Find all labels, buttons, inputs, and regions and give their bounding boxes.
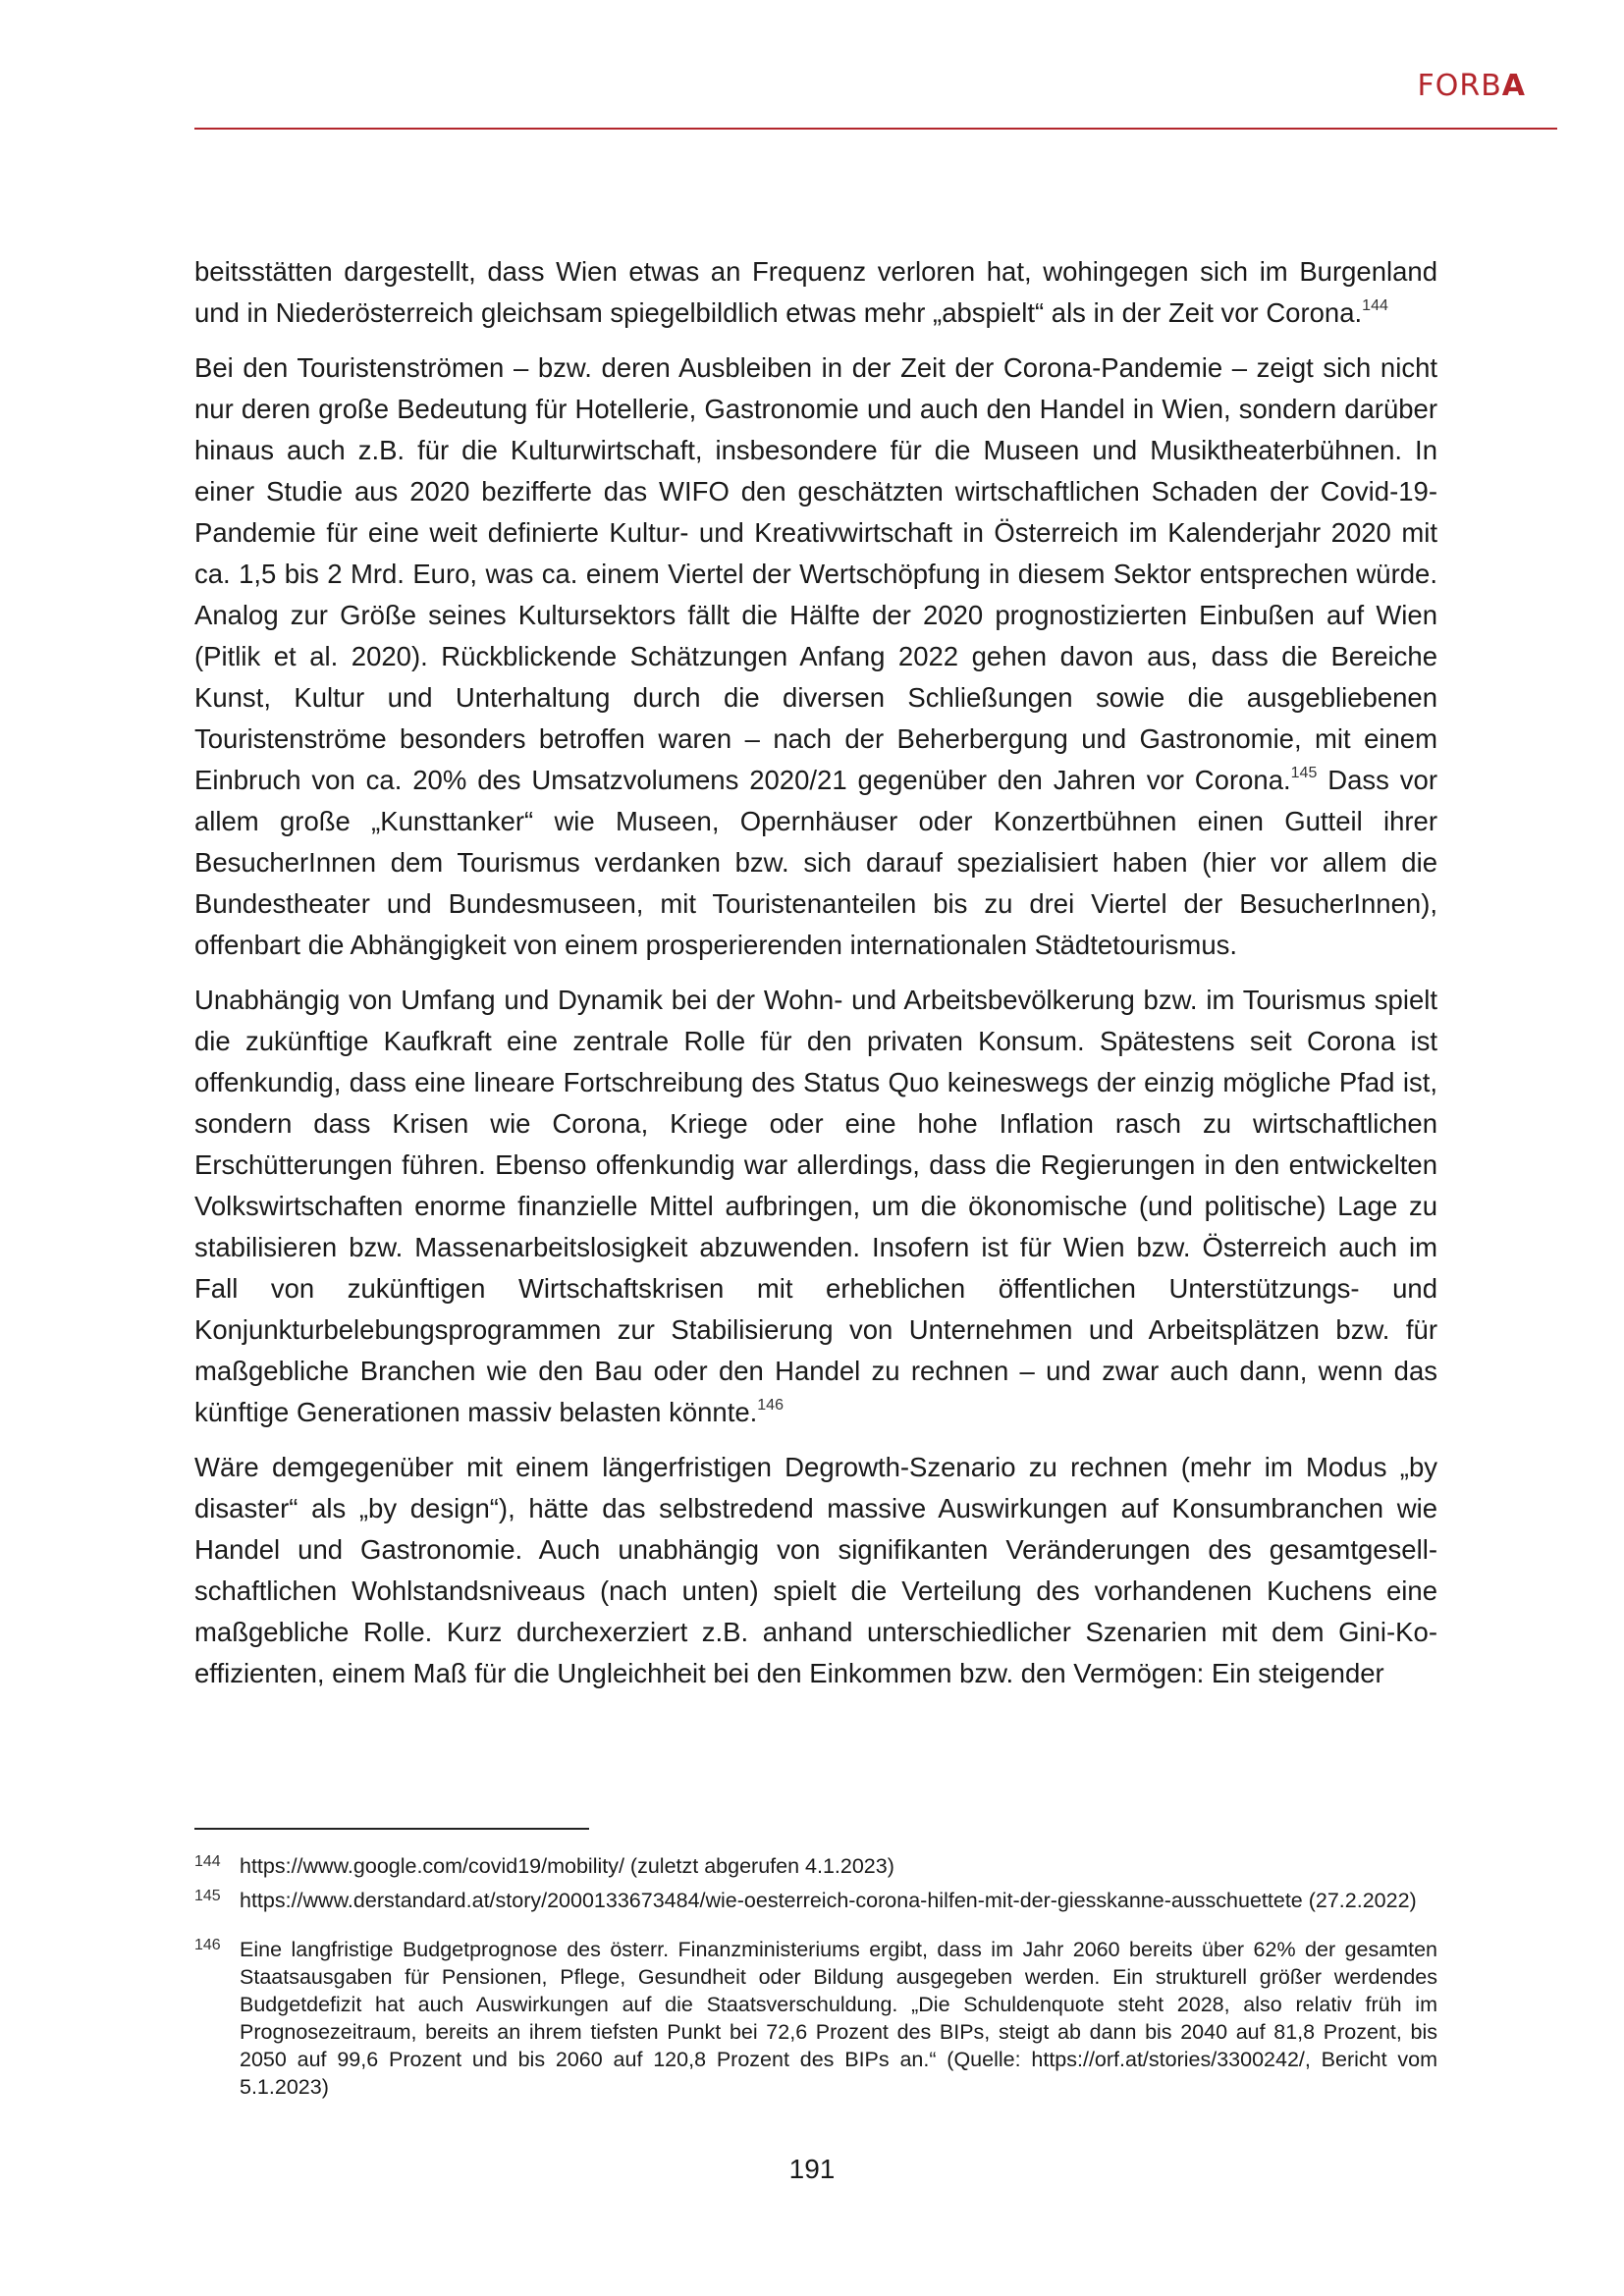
paragraph-4: Wäre demgegenüber mit einem längerfristigen Degrowth-Szenario zu rechnen (mehr im Modus „by disaster“ als „by design“), hätte das selbstredend massive Auswirkungen auf Konsumbranchen wie Handel und Gastronomie. Auch unabhängig von signifikanten Veränderungen des gesamtgesellschaftlichen Wohlstandsniveaus (nach unten) spielt die Verteilung des vorhandenen Kuchens eine maßgebliche Rolle. Kurz durchexerziert z.B. anhand unterschiedlicher Szenarien mit dem Gini-Koeffizienten, einem Maß für die Ungleichheit bei den Einkommen bzw. den Vermögen: Ein steigender xyxy=(194,1452,1437,1688)
footnote-144 xyxy=(194,1852,1437,1880)
footnote-number: 145 xyxy=(194,1888,221,1904)
paragraph-3: Unabhängig von Umfang und Dynamik bei der Wohn- und Arbeitsbevölkerung bzw. im Tourismus spielt die zukünftige Kaufkraft eine zentrale Rolle für den privaten Konsum. Spätestens seit Corona ist offenkundig, dass eine lineare Fortschreibung des Status Quo keineswegs der einzig mögliche Pfad ist, sondern dass Krisen wie Corona, Kriege oder eine hohe Inflation rasch zu wirtschaftlichen Erschütterungen führen. Ebenso offenkundig war allerdings, dass die Regierungen in den entwickelten Volkswirtschaften enorme finanzielle Mittel aufbringen, um die ökonomische (und politische) Lage zu stabilisieren bzw. Massenarbeitslosigkeit abzuwenden. Insofern ist für Wien bzw. Österreich auch im Fall von zukünftigen Wirtschaftskrisen mit erheblichen öffentlichen Unterstützungs- und Konjunkturbelebungsprogrammen zur Stabilisierung von Unternehmen und Arbeitsplätzen bzw. für maßgebliche Branchen wie den Bau oder den Handel zu rechnen – und zwar auch dann, wenn das künftige Generationen massiv belasten könnte.$^{146}$ xyxy=(194,985,1437,1427)
footnote-ref-146[interactable]: 146 xyxy=(757,1396,784,1414)
body-text xyxy=(194,251,1437,1708)
footnote-145 xyxy=(194,1887,1437,1914)
footnote-ref-144[interactable]: 144 xyxy=(1362,296,1388,314)
footnote-text[interactable]: https://www.derstandard.at/story/2000133673484/wie-oesterreich-corona-hilfen-mit-der-giesskanne-ausschuettete (27.2.2022) xyxy=(240,1889,1417,1912)
footnote-text[interactable]: https://www.google.com/covid19/mobility/ (zuletzt abgerufen 4.1.2023) xyxy=(240,1854,894,1878)
brand-prefix: FORB xyxy=(1417,69,1502,103)
footnote-ref-145[interactable]: 145 xyxy=(1290,764,1318,781)
brand-logo xyxy=(1417,69,1526,103)
footnote-number: 146 xyxy=(194,1937,221,1953)
paragraph-2: Bei den Touristenströmen – bzw. deren Ausbleiben in der Zeit der Corona-Pandemie – zeigt sich nicht nur deren große Bedeutung für Hotellerie, Gastronomie und auch den Handel in Wien, sondern darüber hinaus auch z.B. für die Kulturwirtschaft, insbesondere für die Museen und Musiktheaterbühnen. In einer Studie aus 2020 bezifferte das WIFO den geschätzten wirtschaftlichen Schaden der Covid-19-Pandemie für eine weit definierte Kultur- und Kreativwirtschaft in Österreich im Kalenderjahr 2020 mit ca. 1,5 bis 2 Mrd. Euro, was ca. einem Viertel der Wertschöpfung in diesem Sektor entsprechen würde. Analog zur Größe seines Kultursektors fällt die Hälfte der 2020 prognostizierten Einbußen auf Wien (Pitlik et al. 2020). Rückblickende Schätzungen Anfang 2022 gehen davon aus, dass die Bereiche Kunst, Kultur und Unterhaltung durch die diversen Schließungen sowie die ausgebliebenen Touristenströme besonders betroffen waren – nach der Beherbergung und Gastronomie, mit einem Einbruch von ca. 20% des Umsatzvolumens 2020/21 gegenüber den Jahren vor Corona.$^{145}$ Dass vor allem große „Kunsttanker“ wie Museen, Opernhäuser oder Konzertbühnen einen Gutteil ihrer BesucherInnen dem Tourismus verdanken bzw. sich darauf spezialisiert haben (hier vor allem die Bundestheater und Bundesmuseen, mit Touristenanteilen bis zu drei Viertel der BesucherInnen), offenbart die Abhängigkeit von einem prosperierenden internationalen Städtetourismus. xyxy=(194,352,1437,960)
footnote-text: Eine langfristige Budgetprognose des österr. Finanzministeriums ergibt, dass im Jahr 2060 bereits über 62% der gesamten Staatsausgaben für Pensionen, Pflege, Gesundheit oder Bildung ausgegeben werden. Ein strukturell größer werdendes Budgetdefizit hat auch Auswirkungen auf die Staatsverschuldung. „Die Schuldenquote steht 2028, also relativ früh im Prognosezeitraum, bereits an ihrem tiefsten Punkt bei 72,6 Prozent des BIPs, steigt ab dann bis 2040 auf 81,8 Prozent, bis 2050 auf 99,6 Prozent und bis 2060 auf 120,8 Prozent des BIPs an.“ (Quelle: https://orf.at/stories/3300242/, Bericht vom 5.1.2023) xyxy=(240,1938,1437,2099)
footnotes xyxy=(194,1852,1437,2108)
footnote-146 xyxy=(194,1936,1437,2101)
page-number: 191 xyxy=(788,2154,836,2184)
brand-suffix: A xyxy=(1501,69,1526,103)
header-divider xyxy=(194,128,1557,130)
footnote-divider xyxy=(194,1828,589,1830)
footnote-number: 144 xyxy=(194,1853,221,1870)
paragraph-1: beitsstätten dargestellt, dass Wien etwas an Frequenz verloren hat, wohingegen sich im Burgenland und in Niederösterreich gleichsam spiegelbildlich etwas mehr „abspielt“ als in der Zeit vor Corona.$^{144}$ xyxy=(194,256,1437,328)
